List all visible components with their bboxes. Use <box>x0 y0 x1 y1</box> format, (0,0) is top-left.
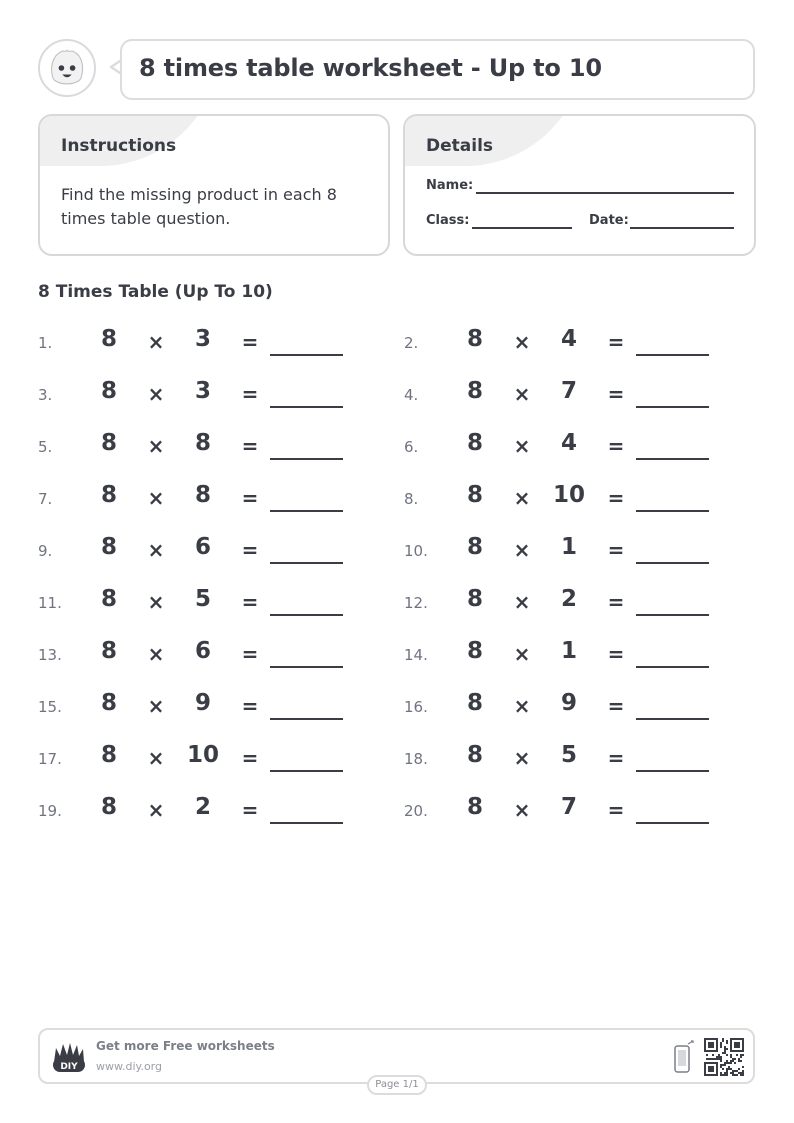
equals-sign: = <box>241 330 259 354</box>
equals-sign: = <box>607 746 625 770</box>
question-item <box>404 686 724 726</box>
multiplier: 1 <box>560 534 577 560</box>
question-number: 11. <box>38 594 62 612</box>
multiplicand: 8 <box>100 638 117 664</box>
instructions-panel <box>38 114 390 256</box>
question-number: 4. <box>404 386 419 404</box>
equals-sign: = <box>607 590 625 614</box>
question-number: 10. <box>404 542 428 560</box>
times-sign: × <box>147 486 165 510</box>
answer-blank[interactable] <box>636 718 709 720</box>
equals-sign: = <box>607 642 625 666</box>
multiplier: 9 <box>194 690 211 716</box>
question-item <box>38 478 358 518</box>
multiplier: 7 <box>560 378 577 404</box>
equals-sign: = <box>241 538 259 562</box>
answer-blank[interactable] <box>636 406 709 408</box>
equals-sign: = <box>607 382 625 406</box>
question-item <box>404 582 724 622</box>
instructions-title: Instructions <box>61 136 177 156</box>
answer-blank[interactable] <box>636 458 709 460</box>
footer-url[interactable]: www.diy.org <box>96 1060 162 1073</box>
multiplicand: 8 <box>466 326 483 352</box>
answer-blank[interactable] <box>270 666 343 668</box>
times-sign: × <box>513 330 531 354</box>
answer-blank[interactable] <box>270 354 343 356</box>
question-item <box>38 738 358 778</box>
question-number: 19. <box>38 802 62 820</box>
name-label: Name: <box>426 178 474 193</box>
multiplier: 10 <box>186 742 219 768</box>
times-sign: × <box>147 798 165 822</box>
question-item <box>38 686 358 726</box>
equals-sign: = <box>241 590 259 614</box>
question-number: 13. <box>38 646 62 664</box>
name-field[interactable] <box>476 192 734 194</box>
times-sign: × <box>513 382 531 406</box>
answer-blank[interactable] <box>270 614 343 616</box>
question-item <box>404 426 724 466</box>
equals-sign: = <box>607 538 625 562</box>
times-sign: × <box>147 382 165 406</box>
mascot-avatar-icon <box>38 39 96 97</box>
question-number: 2. <box>404 334 419 352</box>
multiplicand: 8 <box>100 690 117 716</box>
multiplicand: 8 <box>100 794 117 820</box>
page-title: 8 times table worksheet - Up to 10 <box>139 54 602 82</box>
multiplier: 9 <box>560 690 577 716</box>
question-item <box>404 634 724 674</box>
question-number: 17. <box>38 750 62 768</box>
section-title: 8 Times Table (Up To 10) <box>38 282 273 302</box>
multiplier: 6 <box>194 534 211 560</box>
multiplier: 8 <box>194 430 211 456</box>
multiplier: 5 <box>194 586 211 612</box>
multiplicand: 8 <box>466 638 483 664</box>
instructions-text: Find the missing product in each 8 times table question. <box>61 185 337 228</box>
question-item <box>38 530 358 570</box>
question-item <box>404 478 724 518</box>
answer-blank[interactable] <box>270 562 343 564</box>
multiplicand: 8 <box>466 430 483 456</box>
times-sign: × <box>147 694 165 718</box>
footer-title: Get more Free worksheets <box>96 1039 275 1053</box>
answer-blank[interactable] <box>636 510 709 512</box>
page-number: Page 1/1 <box>367 1075 427 1095</box>
question-item <box>404 374 724 414</box>
multiplier: 1 <box>560 638 577 664</box>
multiplicand: 8 <box>100 534 117 560</box>
phone-scan-icon <box>672 1040 696 1074</box>
times-sign: × <box>513 642 531 666</box>
details-title: Details <box>426 136 494 156</box>
times-sign: × <box>147 434 165 458</box>
times-sign: × <box>513 434 531 458</box>
question-number: 7. <box>38 490 53 508</box>
qr-code-icon <box>704 1038 744 1076</box>
class-field[interactable] <box>472 227 572 229</box>
equals-sign: = <box>241 382 259 406</box>
question-number: 15. <box>38 698 62 716</box>
times-sign: × <box>147 330 165 354</box>
question-number: 5. <box>38 438 53 456</box>
multiplicand: 8 <box>466 586 483 612</box>
equals-sign: = <box>607 486 625 510</box>
date-field[interactable] <box>630 227 734 229</box>
answer-blank[interactable] <box>270 770 343 772</box>
multiplier: 3 <box>194 378 211 404</box>
question-item <box>38 374 358 414</box>
answer-blank[interactable] <box>636 354 709 356</box>
answer-blank[interactable] <box>270 510 343 512</box>
equals-sign: = <box>241 642 259 666</box>
question-item <box>404 790 724 830</box>
answer-blank[interactable] <box>270 718 343 720</box>
multiplicand: 8 <box>466 742 483 768</box>
multiplicand: 8 <box>100 326 117 352</box>
question-number: 9. <box>38 542 53 560</box>
class-label: Class: <box>426 213 470 228</box>
equals-sign: = <box>241 746 259 770</box>
question-number: 20. <box>404 802 428 820</box>
times-sign: × <box>513 746 531 770</box>
multiplier: 6 <box>194 638 211 664</box>
question-number: 8. <box>404 490 419 508</box>
times-sign: × <box>513 694 531 718</box>
times-sign: × <box>513 590 531 614</box>
multiplier: 2 <box>560 586 577 612</box>
answer-blank[interactable] <box>270 458 343 460</box>
multiplier: 2 <box>194 794 211 820</box>
question-item <box>404 530 724 570</box>
times-sign: × <box>147 538 165 562</box>
answer-blank[interactable] <box>636 562 709 564</box>
times-sign: × <box>513 798 531 822</box>
question-number: 18. <box>404 750 428 768</box>
answer-blank[interactable] <box>270 406 343 408</box>
question-number: 6. <box>404 438 419 456</box>
multiplier: 4 <box>560 326 577 352</box>
question-item <box>38 426 358 466</box>
multiplier: 5 <box>560 742 577 768</box>
multiplicand: 8 <box>466 690 483 716</box>
answer-blank[interactable] <box>636 822 709 824</box>
multiplier: 4 <box>560 430 577 456</box>
answer-blank[interactable] <box>636 614 709 616</box>
question-number: 14. <box>404 646 428 664</box>
question-number: 12. <box>404 594 428 612</box>
multiplicand: 8 <box>466 482 483 508</box>
answer-blank[interactable] <box>636 666 709 668</box>
equals-sign: = <box>607 434 625 458</box>
equals-sign: = <box>607 694 625 718</box>
equals-sign: = <box>241 694 259 718</box>
times-sign: × <box>513 538 531 562</box>
multiplicand: 8 <box>466 534 483 560</box>
multiplicand: 8 <box>466 794 483 820</box>
multiplier: 3 <box>194 326 211 352</box>
multiplicand: 8 <box>466 378 483 404</box>
answer-blank[interactable] <box>270 822 343 824</box>
multiplier: 8 <box>194 482 211 508</box>
details-panel <box>403 114 756 256</box>
multiplicand: 8 <box>100 378 117 404</box>
multiplier: 10 <box>552 482 585 508</box>
times-sign: × <box>513 486 531 510</box>
diy-logo-icon <box>50 1040 88 1074</box>
question-item <box>38 790 358 830</box>
equals-sign: = <box>607 798 625 822</box>
equals-sign: = <box>241 434 259 458</box>
question-item <box>38 582 358 622</box>
multiplicand: 8 <box>100 586 117 612</box>
question-number: 3. <box>38 386 53 404</box>
times-sign: × <box>147 590 165 614</box>
times-sign: × <box>147 746 165 770</box>
equals-sign: = <box>607 330 625 354</box>
equals-sign: = <box>241 486 259 510</box>
question-item <box>404 738 724 778</box>
multiplicand: 8 <box>100 482 117 508</box>
date-label: Date: <box>589 213 629 228</box>
multiplier: 7 <box>560 794 577 820</box>
question-number: 16. <box>404 698 428 716</box>
question-item <box>38 634 358 674</box>
equals-sign: = <box>241 798 259 822</box>
question-item <box>404 322 724 362</box>
diy-logo-text: DIY <box>60 1062 78 1072</box>
question-number: 1. <box>38 334 53 352</box>
multiplicand: 8 <box>100 742 117 768</box>
times-sign: × <box>147 642 165 666</box>
answer-blank[interactable] <box>636 770 709 772</box>
question-item <box>38 322 358 362</box>
multiplicand: 8 <box>100 430 117 456</box>
